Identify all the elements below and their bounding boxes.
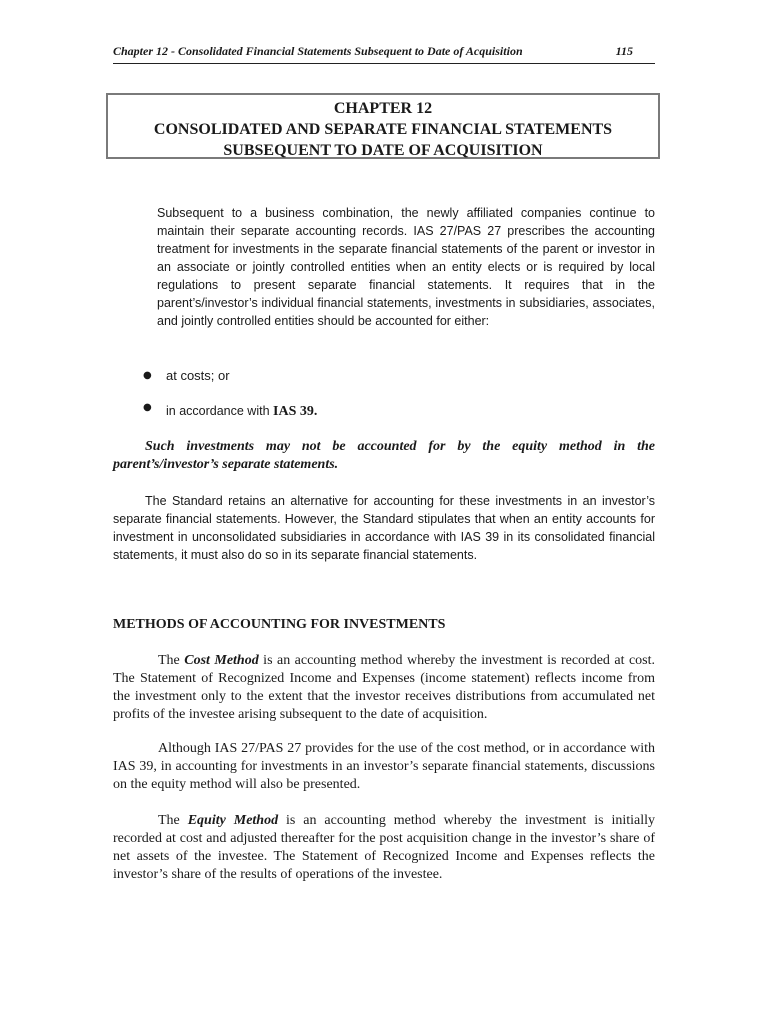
standard-paragraph: The Standard retains an alternative for accounting for these investments in an investor’s separate financial statements. However, the Standard stipulates that when an entity accounts for investment in unconsolidated subsidiaries in accordance with IAS 39 in its consolidated financial statements, it must also do so in its separate financial statements.	[113, 494, 655, 562]
chapter-title-line1: CONSOLIDATED AND SEPARATE FINANCIAL STATEMENTS	[153, 121, 613, 138]
running-header	[113, 44, 655, 64]
page-number: 115	[615, 44, 633, 58]
bullet-text-bold: IAS 39.	[273, 404, 318, 419]
cost-method-term: Cost Method	[184, 653, 259, 668]
cost-method-paragraph: The Cost Method is an accounting method whereby the investment is recorded at cost. The Statement of Recognized Income and Expenses (income statement) reflects income from the investment only to the extent that the investor receives distributions from accumulated net profits of the investee arising subsequent to the date of acquisition.	[113, 653, 655, 722]
equity-method-paragraph: The Equity Method is an accounting method whereby the investment is initially recorded at cost and adjusted thereafter for the post acquisition change in the investor’s share of net assets of the investee. The Statement of Recognized Income and Expenses reflects the investor’s share of the results of operations of the investee.	[113, 813, 656, 882]
bullet-icon: ●	[143, 370, 152, 381]
chapter-title-box	[106, 93, 660, 159]
emphasis-paragraph: Such investments may not be accounted for by the equity method in the parent’s/investor’s separate statements.	[113, 439, 655, 472]
equity-method-term: Equity Method	[187, 813, 279, 828]
chapter-number: CHAPTER 12	[333, 100, 433, 117]
bullet-text: in accordance with	[166, 404, 274, 418]
chapter-title-line2: SUBSEQUENT TO DATE OF ACQUISITION	[223, 142, 543, 159]
intro-paragraph: Subsequent to a business combination, the newly affiliated companies continue to maintain their separate accounting records. IAS 27/PAS 27 prescribes the accounting treatment for investments in the separate financial statements of the parent or investor in an associate or jointly controlled entities when an entity elects or is required by local regulations to present separate financial statements. It requires that in the parent’s/investor’s individual financial statements, investments in subsidiaries, associates, and jointly controlled entities should be accounted for either:	[157, 206, 655, 328]
although-paragraph: Although IAS 27/PAS 27 provides for the use of the cost method, or in accordance with IAS 39, in accounting for investments in an investor’s separate financial statements, discussions on the equity method will also be presented.	[113, 741, 655, 792]
section-heading: METHODS OF ACCOUNTING FOR INVESTMENTS	[113, 617, 446, 632]
running-title: Chapter 12 - Consolidated Financial Statements Subsequent to Date of Acquisition	[113, 44, 523, 58]
bullet-text: at costs; or	[166, 368, 230, 383]
bullet-icon: ●	[143, 402, 152, 413]
